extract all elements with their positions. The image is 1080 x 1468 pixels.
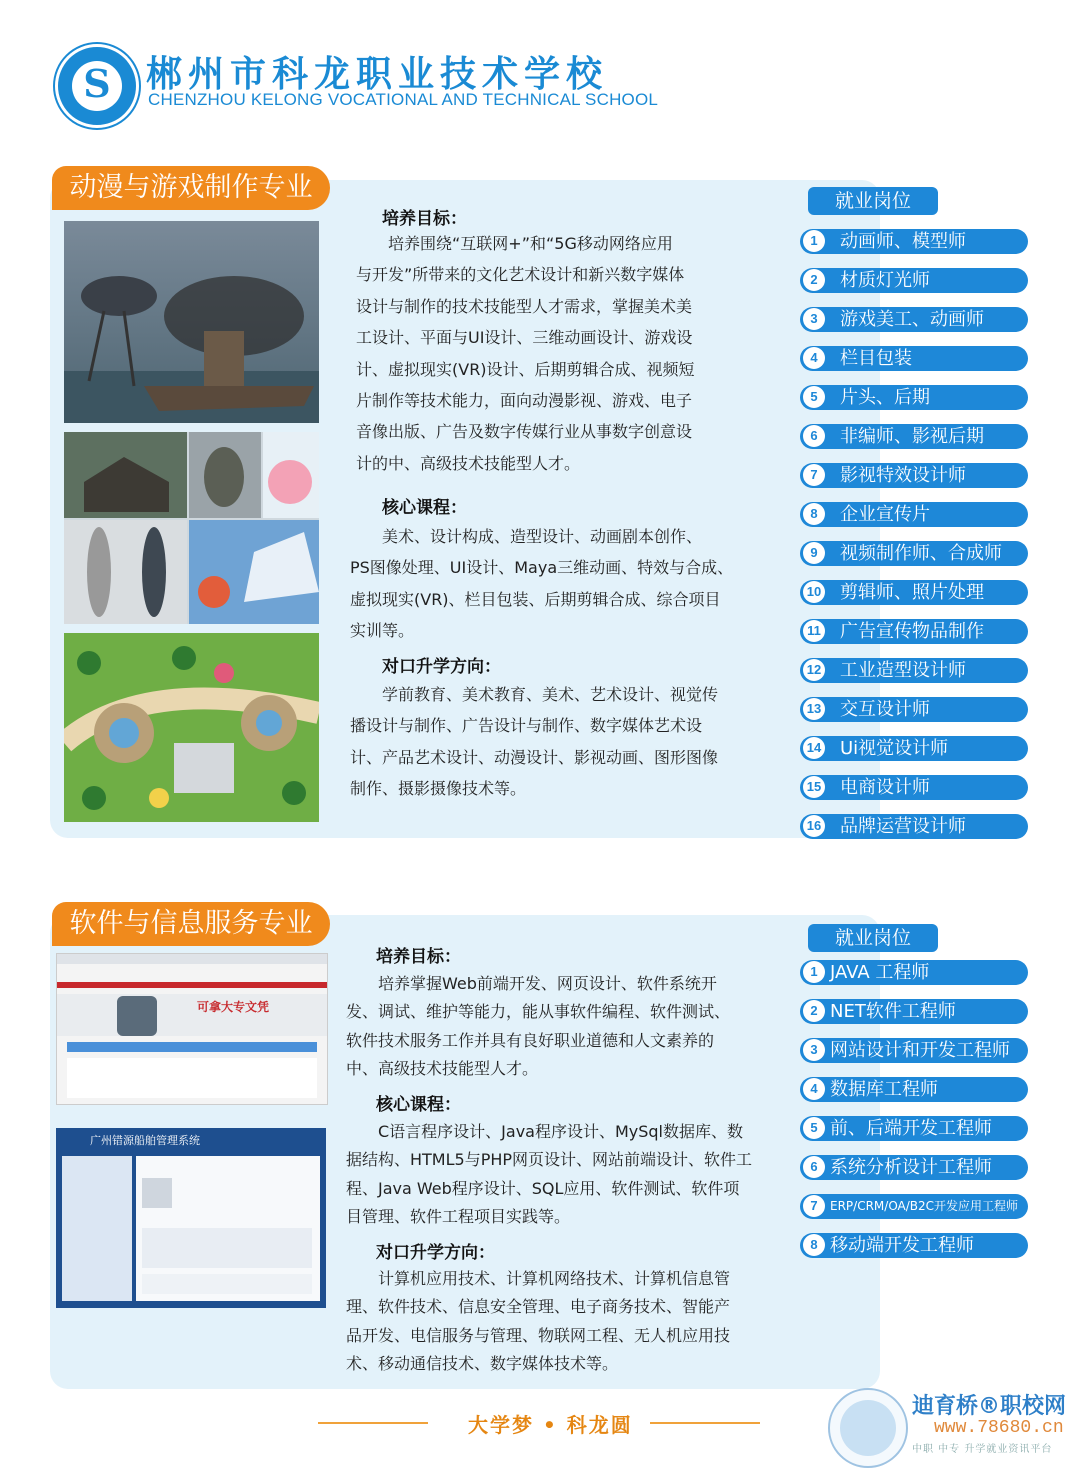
school-logo-letter: S — [83, 61, 111, 106]
course-line: 虚拟现实(VR)、栏目包装、后期剪辑合成、综合项目 — [350, 589, 721, 609]
job-item — [800, 1155, 1028, 1180]
footer-motto: 大学梦 • 科龙圆 — [468, 1413, 633, 1437]
further-line: 术、移动通信技术、数字媒体技术等。 — [346, 1354, 619, 1374]
watermark-url: www.78680.cn — [934, 1418, 1064, 1438]
job-item — [800, 580, 1028, 605]
job-number: 4 — [803, 1078, 825, 1100]
job-item — [800, 1077, 1028, 1102]
job-label: 电商设计师 — [840, 777, 930, 798]
footer-divider-left — [318, 1422, 428, 1424]
job-number: 9 — [803, 542, 825, 564]
goal-line: 计、虚拟现实(VR)设计、后期剪辑合成、视频短 — [356, 359, 695, 379]
job-number: 5 — [803, 1117, 825, 1139]
course-line: PS图像处理、UI设计、Maya三维动画、特效与合成、 — [350, 558, 734, 578]
job-item — [800, 619, 1028, 644]
job-label: 广告宣传物品制作 — [840, 621, 984, 642]
section-software-goal-title: 培养目标： — [376, 947, 461, 967]
job-label: 网站设计和开发工程师 — [830, 1040, 1010, 1061]
job-number: 15 — [803, 776, 825, 798]
job-number: 7 — [803, 1195, 825, 1217]
job-number: 3 — [803, 1039, 825, 1061]
section-animation-jobs-title: 就业岗位 — [808, 187, 938, 215]
job-item — [800, 307, 1028, 332]
job-number: 2 — [803, 269, 825, 291]
job-item — [800, 502, 1028, 527]
school-logo — [55, 44, 139, 128]
job-label: 片头、后期 — [840, 387, 930, 408]
job-number: 11 — [803, 620, 825, 642]
job-number: 2 — [803, 1000, 825, 1022]
section-animation-course-text — [350, 521, 733, 647]
job-item — [800, 346, 1028, 371]
section-software-title: 软件与信息服务专业 — [52, 902, 330, 946]
section-animation-course-title: 核心课程： — [382, 498, 467, 518]
job-number: 4 — [803, 347, 825, 369]
job-label: 企业宣传片 — [840, 504, 930, 525]
job-item — [800, 1194, 1028, 1219]
section-software-jobs-title: 就业岗位 — [808, 924, 938, 952]
section-animation-further-title: 对口升学方向： — [382, 657, 501, 677]
course-line: 实训等。 — [350, 621, 415, 641]
job-item — [800, 424, 1028, 449]
course-line: 目管理、软件工程项目实践等。 — [346, 1207, 571, 1227]
job-item — [800, 736, 1028, 761]
course-line: C语言程序设计、Java程序设计、MySql数据库、数 — [346, 1122, 744, 1141]
job-number: 10 — [803, 581, 825, 603]
school-name-cn: 郴州市科龙职业技术学校 — [146, 53, 609, 95]
goal-line: 培养掌握Web前端开发、网页设计、软件系统开 — [346, 974, 717, 993]
course-line: 美术、设计构成、造型设计、动画剧本创作、 — [350, 527, 703, 546]
job-label: 交互设计师 — [840, 699, 930, 720]
job-number: 3 — [803, 308, 825, 330]
job-item — [800, 775, 1028, 800]
garden-plan-image — [64, 633, 319, 822]
job-label: 视频制作师、合成师 — [840, 543, 1002, 564]
job-item — [800, 814, 1028, 839]
section-software-course-text — [346, 1118, 752, 1232]
job-label: 影视特效设计师 — [840, 465, 966, 486]
goal-line: 工设计、平面与UI设计、三维动画设计、游戏设 — [356, 328, 693, 348]
job-label: 前、后端开发工程师 — [830, 1118, 992, 1139]
further-line: 计、产品艺术设计、动漫设计、影视动画、图形图像 — [350, 747, 719, 767]
job-number: 13 — [803, 698, 825, 720]
job-item — [800, 541, 1028, 566]
web-page-screenshot — [56, 953, 328, 1105]
job-label: 品牌运营设计师 — [840, 816, 966, 837]
section-animation-goal-title: 培养目标： — [382, 209, 467, 229]
job-label: 剪辑师、照片处理 — [840, 582, 984, 603]
further-line: 品开发、电信服务与管理、物联网工程、无人机应用技 — [346, 1325, 731, 1345]
job-label: 动画师、模型师 — [840, 231, 966, 252]
job-number: 16 — [803, 815, 825, 837]
job-number: 8 — [803, 503, 825, 525]
goal-line: 发、调试、维护等能力，能从事软件编程、软件测试、 — [346, 1002, 731, 1022]
3d-render-collage-image — [64, 432, 319, 624]
watermark-site-name: 迪育桥®职校网 — [912, 1394, 1067, 1419]
section-animation-title: 动漫与游戏制作专业 — [52, 166, 330, 210]
watermark-logo-icon — [828, 1388, 908, 1468]
job-number: 1 — [803, 230, 825, 252]
job-label: 非编师、影视后期 — [840, 426, 984, 447]
job-label: 游戏美工、动画师 — [840, 309, 984, 330]
job-label: 栏目包装 — [840, 348, 912, 369]
job-number: 8 — [803, 1234, 825, 1256]
job-number: 5 — [803, 386, 825, 408]
course-line: 程、Java Web程序设计、SQL应用、软件测试、软件项 — [346, 1178, 740, 1198]
further-line: 播设计与制作、广告设计与制作、数字媒体艺术设 — [350, 716, 703, 736]
job-label: 数据库工程师 — [830, 1079, 938, 1100]
job-number: 12 — [803, 659, 825, 681]
job-number: 7 — [803, 464, 825, 486]
job-item — [800, 1116, 1028, 1141]
web-banner-text: 可拿大专文凭 — [197, 1000, 270, 1014]
job-label: NET软件工程师 — [830, 1001, 956, 1022]
section-software-goal-text — [346, 970, 730, 1084]
footer-divider-right — [650, 1422, 760, 1424]
job-number: 6 — [803, 425, 825, 447]
course-line: 据结构、HTML5与PHP网页设计、网站前端设计、软件工 — [346, 1150, 753, 1170]
goal-line: 软件技术服务工作并具有良好职业道德和人文素养的 — [346, 1030, 715, 1050]
ship-management-system-screenshot — [56, 1128, 326, 1308]
job-item — [800, 463, 1028, 488]
goal-line: 中、高级技术技能型人才。 — [346, 1059, 539, 1079]
goal-line: 设计与制作的技术技能型人才需求，掌握美术美 — [356, 296, 693, 316]
job-item — [800, 268, 1028, 293]
job-label: JAVA 工程师 — [830, 962, 930, 983]
job-number: 14 — [803, 737, 825, 759]
section-animation-further-text — [350, 679, 718, 805]
school-name-en: CHENZHOU KELONG VOCATIONAL AND TECHNICAL SCHOOL — [148, 90, 659, 109]
job-number: 1 — [803, 961, 825, 983]
goal-line: 音像出版、广告及数字传媒行业从事数字创意设 — [356, 422, 693, 442]
section-software-further-text — [346, 1265, 730, 1379]
job-item — [800, 385, 1028, 410]
job-label: 系统分析设计工程师 — [830, 1157, 992, 1178]
goal-line: 与开发”所带来的文化艺术设计和新兴数字媒体 — [356, 265, 685, 285]
section-software-further-title: 对口升学方向： — [376, 1243, 495, 1263]
section-animation-goal-text — [356, 228, 695, 479]
job-number: 6 — [803, 1156, 825, 1178]
job-item — [800, 999, 1028, 1024]
job-item — [800, 229, 1028, 254]
goal-line: 片制作等技术能力，面向动漫影视、游戏、电子 — [356, 391, 693, 411]
job-item — [800, 1038, 1028, 1063]
watermark-tagline: 中职 中专 升学就业资讯平台 — [912, 1444, 1053, 1455]
job-item — [800, 697, 1028, 722]
job-label: 移动端开发工程师 — [830, 1235, 974, 1256]
goal-line: 培养围绕“互联网+”和“5G移动网络应用 — [356, 234, 673, 253]
further-line: 计算机应用技术、计算机网络技术、计算机信息管 — [346, 1269, 731, 1288]
further-line: 学前教育、美术教育、美术、艺术设计、视觉传 — [350, 685, 719, 704]
job-label: ERP/CRM/OA/B2C开发应用工程师 — [830, 1199, 1019, 1213]
job-item — [800, 1233, 1028, 1258]
job-label: 工业造型设计师 — [840, 660, 966, 681]
job-item — [800, 960, 1028, 985]
further-line: 理、软件技术、信息安全管理、电子商务技术、智能产 — [346, 1297, 731, 1317]
steampunk-ship-image — [64, 221, 319, 423]
job-label: 材质灯光师 — [840, 270, 930, 291]
job-item — [800, 658, 1028, 683]
goal-line: 计的中、高级技术技能型人才。 — [356, 453, 581, 473]
job-label: Ui视觉设计师 — [840, 738, 949, 759]
section-software-course-title: 核心课程： — [376, 1095, 461, 1115]
system-title-text: 广州错源船舶管理系统 — [90, 1134, 200, 1147]
further-line: 制作、摄影摄像技术等。 — [350, 779, 527, 799]
